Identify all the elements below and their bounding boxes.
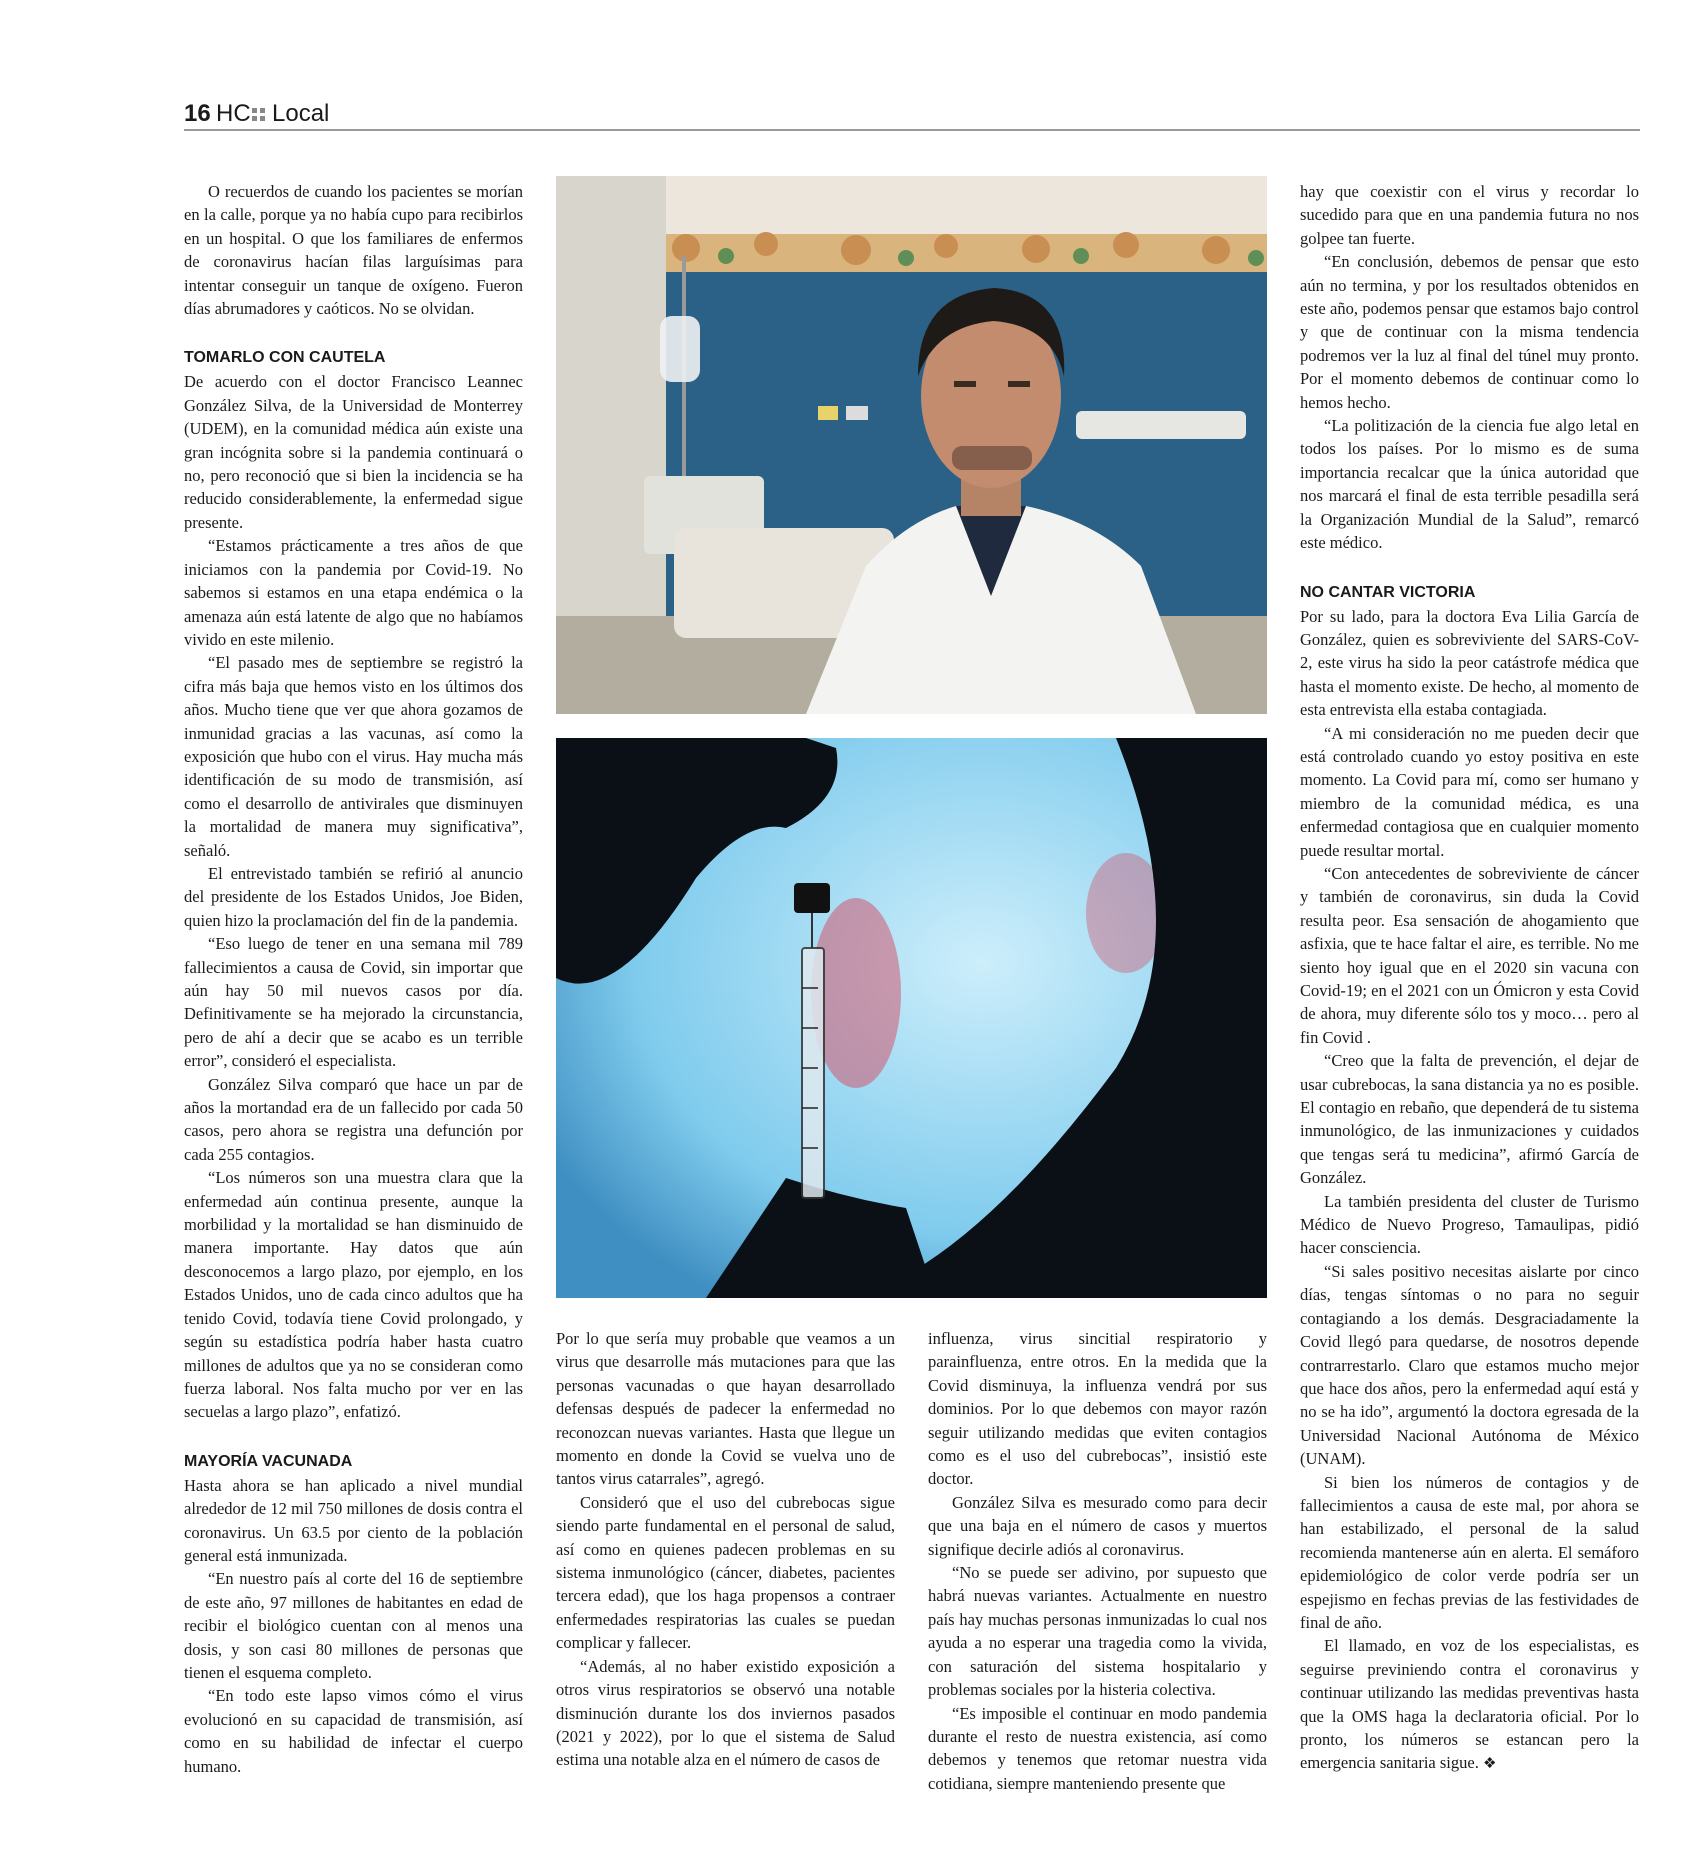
paragraph: “En conclusión, debemos de pensar que esto aún no termina, y por los resultados obtenidos en este año, podemos pensar que estamos bajo control y que de continuar con la misma tendencia podremos ver la luz al final del túnel muy pronto. Por el momento debemos de continuar como lo hemos hecho. [1300,252,1639,412]
paragraph-text: El llamado, en voz de los especialistas, es seguirse previniendo contra el coronavirus y continuar utilizando las medidas preventivas hasta que la OMS haga la declaratoria oficial. Por lo pronto, los números se estancan pero la emergencia sanitaria sigue. [1300,1636,1639,1773]
end-mark-icon: ❖ [1482,1756,1497,1773]
paragraph: “Creo que la falta de prevención, el dejar de usar cubrebocas, la sana distancia ya no es posible. El contagio en rebaño, que dependerá de tu sistema inmunológico, de las inmunizaciones y cuidados que tengas será tu medicina”, afirmó García de González. [1300,1051,1639,1188]
article-column-1 [184,180,523,1778]
paragraph: “En todo este lapso vimos cómo el virus evolucionó en su capacidad de transmisión, así como en su habilidad de infectar el cuerpo humano. [184,1686,523,1776]
vaccine-photo [556,738,1267,1298]
paragraph: De acuerdo con el doctor Francisco Leannec González Silva, de la Universidad de Monterrey (UDEM), en la comunidad médica aún existe una gran incógnita sobre si la pandemia continuará o no, pero reconoció que si bien la incidencia se ha reducido considerablemente, la enfermedad sigue presente. [184,372,523,532]
doctor-photo [556,176,1267,714]
header-rule [184,129,1640,131]
separator-icon [252,108,266,122]
paragraph: Consideró que el uso del cubrebocas sigue siendo parte fundamental en el personal de salud, así como en quienes padecen problemas en su sistema inmunológico (cáncer, diabetes, pacientes tercera edad), que los haga propensos a contraer enfermedades respiratorias las cuales se puedan complicar y fallecer. [556,1492,895,1653]
article-column-4 [1300,180,1639,1777]
paragraph: González Silva es mesurado como para decir que una baja en el número de casos y muertos signifique decirle adiós al coronavirus. [928,1492,1267,1559]
paragraph: “El pasado mes de septiembre se registró la cifra más baja que hemos visto en los últimos dos años. Mucho tiene que ver que ahora gozamos de inmunidad gracias a las vacunas, así como la exposición que hubo con el virus. Hay mucha más identificación de su modo de transmisión, así como el desarrollo de antivirales que disminuyen la mortalidad de manera muy significativa”, señaló. [184,653,523,860]
paragraph: hay que coexistir con el virus y recordar lo sucedido para que en una pandemia futura no nos golpee tan fuerte. [1300,182,1639,248]
paragraph: “Si sales positivo necesitas aislarte por cinco días, tengas síntomas o no para no seguir contagiando a los demás. Desgraciadamente la Covid llegó para quedarse, de nosotros depende contrarrestarlo. Claro que estamos mucho mejor que hace dos años, pero la enfermedad aquí está y no se ha ido”, argumentó la doctora egresada de la Universidad Nacional Autónoma de México (UNAM). [1300,1261,1639,1469]
paragraph: “La politización de la ciencia fue algo letal en todos los países. Por lo mismo es de suma importancia recalcar que la única autoridad que nos marcará el final de esta terrible pesadilla será la Organización Mundial de la Salud”, remarcó este médico. [1300,416,1639,553]
subheading: MAYORÍA VACUNADA [184,1452,353,1470]
page-header [184,100,1640,130]
paragraph: “Con antecedentes de sobreviviente de cáncer y también de coronavirus, sin duda la Covid resulta peor. Esa sensación de ahogamiento que asfixia, que te hace faltar el aire, es terrible. No me siento hoy igual que en el 2020 sin vacuna con Covid-19; en el 2021 con un Ómicron y esta Covid de ahora, muy diferente sólo tos y moco… pero al fin Covid . [1300,863,1639,1047]
paragraph [1300,1634,1639,1776]
paragraph: Por su lado, para la doctora Eva Lilia García de González, quien es sobreviviente del SARS-CoV-2, este virus ha sido la peor catástrofe médica que hasta el momento existe. De hecho, al momento de esta entrevista ella estaba contagiada. [1300,606,1639,720]
paragraph: “No se puede ser adivino, por supuesto que habrá nuevas variantes. Actualmente en nuestro país hay muchas personas inmunizadas lo cual nos ayuda a no esperar una tragedia como la vivida, con saturación del sistema hospitalario y problemas sociales por la histeria colectiva. [928,1563,1267,1700]
subheading: TOMARLO CON CAUTELA [184,349,386,367]
section-tag: HC [216,100,251,127]
paragraph: O recuerdos de cuando los pacientes se morían en la calle, porque ya no había cupo para recibirlos en un hospital. O que los familiares de enfermos de coronavirus hacían filas larguísimas para intentar conseguir un tanque de oxígeno. Fueron días abrumadores y caóticos. No se olvidan. [184,182,523,319]
paragraph: González Silva comparó que hace un par de años la mortandad era de un fallecido por cada 50 casos, pero ahora se registra una defunción por cada 255 contagios. [184,1074,523,1164]
paragraph: “Eso luego de tener en una semana mil 789 fallecimientos a causa de Covid, sin importar que aún hay 50 mil nuevos casos por día. Definitivamente se ha mejorado la circunstancia, pero de ahí a decir que se acabo es un terrible error”, consideró el especialista. [184,934,523,1071]
paragraph: Hasta ahora se han aplicado a nivel mundial alrededor de 12 mil 750 millones de dosis contra el coronavirus. Un 63.5 por ciento de la población general está inmunizada. [184,1475,523,1565]
paragraph: “Estamos prácticamente a tres años de que iniciamos con la pandemia por Covid-19. No sabemos si estamos en una etapa endémica o la amenaza aún está latente de algo que no habíamos vivido en este milenio. [184,536,523,649]
section-name: Local [272,100,330,127]
paragraph: El entrevistado también se refirió al anuncio del presidente de los Estados Unidos, Joe Biden, quien hizo la proclamación del fin de la pandemia. [184,863,523,930]
paragraph: influenza, virus sincitial respiratorio y parainfluenza, entre otros. En la medida que la Covid disminuya, la influenza vendrá por sus dominios. Por lo que debemos con mayor razón seguir utilizando medidas que eviten contagios como es el uso del cubrebocas”, insistió este doctor. [928,1329,1267,1489]
article-column-2 [556,1327,895,1772]
page-number: 16 [184,100,211,127]
paragraph: “Los números son una muestra clara que la enfermedad aún continua presente, aunque la morbilidad y la mortalidad se han disminuido de manera importante. Hay datos que aún desconocemos a largo plazo, por ejemplo, en los Estados Unidos, uno de cada cinco adultos que ha tenido Covid, todavía tiene Covid prolongado, y según su estadística podría haber hasta cuatro millones de adultos que ya no se consideran como fuerza laboral. Nos falta mucho por ver en las secuelas a largo plazo”, enfatizó. [184,1168,523,1422]
article-column-3 [928,1327,1267,1795]
paragraph: “A mi consideración no me pueden decir que está controlado cuando yo estoy positiva en este momento. La Covid para mí, como ser humano y miembro de la comunidad médica, es una enfermedad contagiosa que en cualquier momento puede resultar mortal. [1300,723,1639,860]
paragraph: “Además, al no haber existido exposición a otros virus respiratorios se observó una notable disminución durante los dos inviernos pasados (2021 y 2022), por lo que el sistema de Salud estima una notable alza en el número de casos de [556,1656,895,1770]
paragraph: Por lo que sería muy probable que veamos a un virus que desarrolle más mutaciones para que las personas vacunadas o que hayan desarrollado defensas después de padecer la enfermedad no reconozcan nuevas variantes. Hasta que llegue un momento en donde la Covid se vuelva uno de tantos virus catarrales”, agregó. [556,1329,895,1489]
paragraph: “En nuestro país al corte del 16 de septiembre de este año, 97 millones de habitantes en edad de recibir el biológico cuentan con al menos una dosis, y son casi 80 millones de personas que tienen el esquema completo. [184,1569,523,1682]
paragraph: La también presidenta del cluster de Turismo Médico de Nuevo Progreso, Tamaulipas, pidió hacer consciencia. [1300,1191,1639,1258]
paragraph: Si bien los números de contagios y de fallecimientos a causa de este mal, por ahora se han estabilizado, el personal de la salud recomienda mantenerse aún en alerta. El semáforo epidemiológico de color verde podría ser un espejismo en fechas previas de las festividades de final de año. [1300,1472,1639,1632]
subheading: NO CANTAR VICTORIA [1300,583,1476,601]
paragraph: “Es imposible el continuar en modo pandemia durante el resto de nuestra existencia, así como debemos y tenemos que retomar nuestra vida cotidiana, siempre manteniendo presente que [928,1703,1267,1793]
